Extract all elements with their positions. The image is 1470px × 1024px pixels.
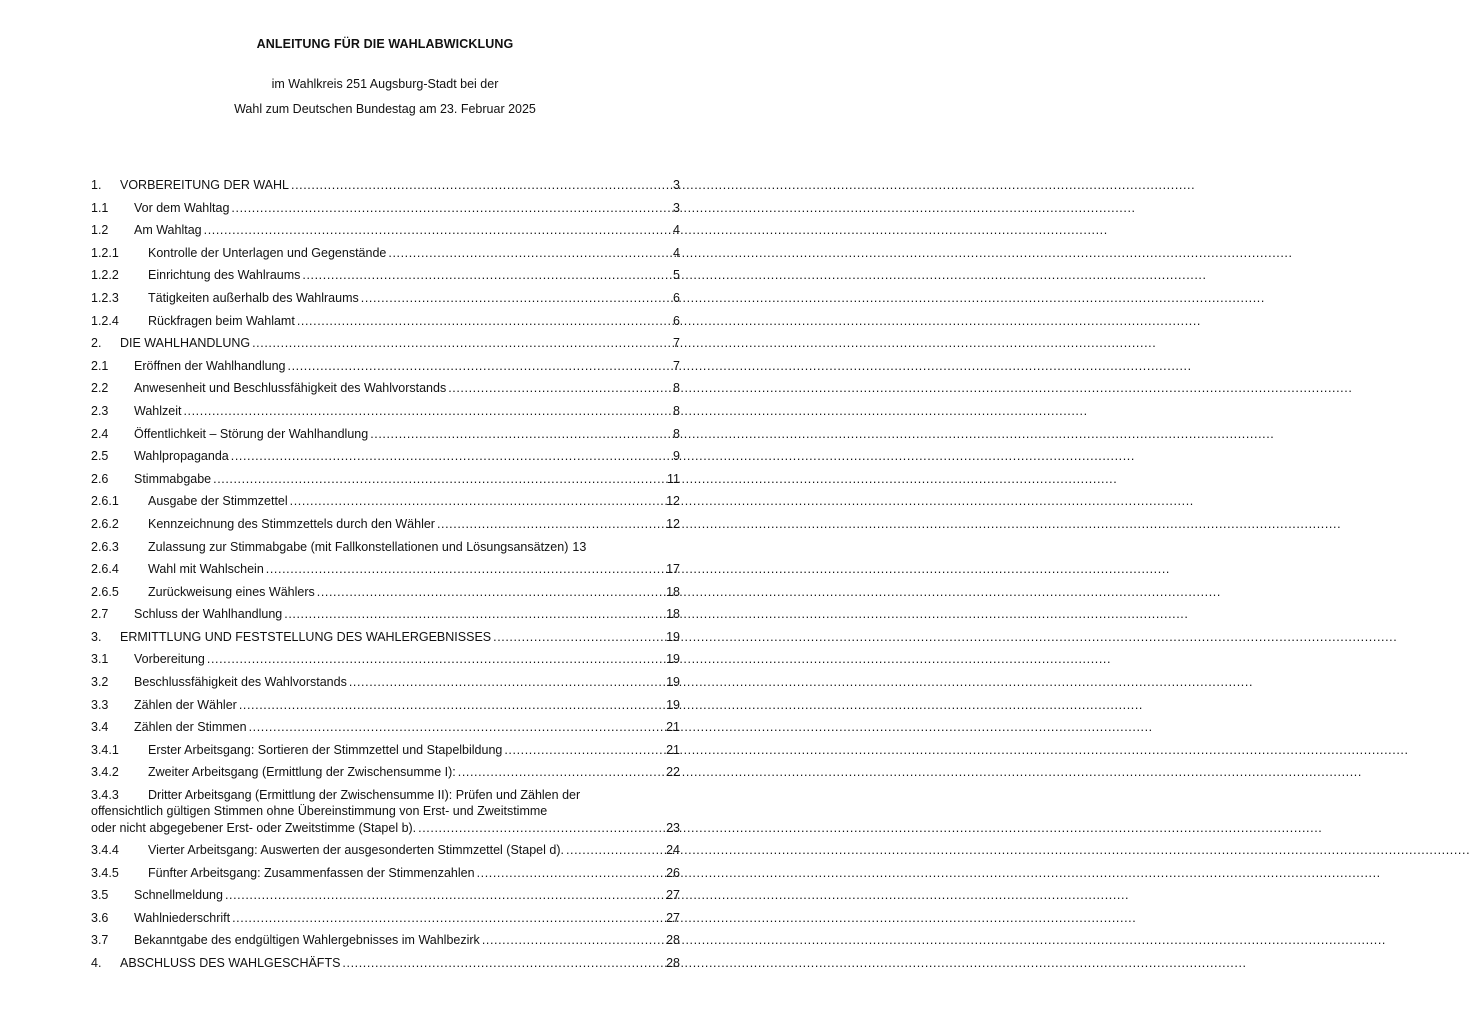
toc-entry-page: 18	[666, 607, 680, 622]
toc-entry-number: 2.6.4	[91, 562, 119, 577]
toc-entry-page: 28	[666, 933, 680, 948]
toc-entry-title: ERMITTLUNG UND FESTSTELLUNG DES WAHLERGEBNISSES	[120, 629, 492, 644]
toc-entry-title: ABSCHLUSS DES WAHLGESCHÄFTS	[120, 955, 341, 970]
toc-entry-number: 3.4.5	[91, 865, 119, 880]
toc-dot-leader	[493, 626, 664, 649]
toc-entry-page: 19	[666, 629, 680, 644]
toc-entry-page: 12	[666, 516, 680, 531]
toc-entry[interactable]	[91, 310, 680, 333]
toc-entry-number: 1.2.1	[91, 245, 119, 260]
toc-dot-leader	[183, 400, 671, 423]
toc-entry-page: 6	[673, 313, 680, 328]
toc-entry-number: 2.6.2	[91, 516, 119, 531]
toc-entry-number: 3.	[91, 629, 102, 644]
toc-entry-number: 3.7	[91, 933, 109, 948]
toc-entry-number: 1.2	[91, 223, 109, 238]
toc-entry-page: 22	[666, 765, 680, 780]
toc-entry-title: Kennzeichnung des Stimmzettels durch den Wähler	[148, 516, 435, 531]
toc-dot-leader	[504, 739, 664, 762]
toc-entry[interactable]	[91, 287, 680, 310]
toc-entry-title: Rückfragen beim Wahlamt	[148, 313, 295, 328]
toc-entry-page: 4	[673, 245, 680, 260]
toc-entry-number: 3.4.2	[91, 765, 119, 780]
toc-entry-page: 26	[666, 865, 680, 880]
toc-entry-page: 8	[673, 426, 680, 441]
toc-dot-leader	[213, 468, 665, 491]
toc-entry[interactable]	[91, 219, 680, 242]
toc-entry-title: Ausgabe der Stimmzettel	[148, 494, 288, 509]
toc-entry-title-line3: oder nicht abgegebener Erst- oder Zweitstimme (Stapel b).	[91, 820, 417, 835]
toc-entry[interactable]	[91, 332, 680, 355]
toc-entry[interactable]	[91, 490, 680, 513]
toc-entry-number: 2.2	[91, 381, 109, 396]
toc-entry-title: Schluss der Wahlhandlung	[134, 607, 283, 622]
toc-entry-number: 2.4	[91, 426, 109, 441]
toc-entry[interactable]	[91, 648, 680, 671]
toc-dot-leader	[361, 287, 671, 310]
toc-entry-title: Kontrolle der Unterlagen und Gegenstände	[148, 245, 387, 260]
toc-entry-title: Öffentlichkeit – Störung der Wahlhandlung	[134, 426, 369, 441]
toc-entry-page: 4	[673, 223, 680, 238]
toc-entry-title: Zurückweisung eines Wählers	[148, 584, 315, 599]
toc-dot-leader	[290, 490, 664, 513]
toc-entry-number: 3.1	[91, 652, 109, 667]
toc-entry-title-line1: Dritter Arbeitsgang (Ermittlung der Zwischensumme II): Prüfen und Zählen der	[148, 788, 581, 803]
document-subtitle-line1: im Wahlkreis 251 Augsburg-Stadt bei der	[271, 77, 499, 91]
toc-dot-leader	[418, 820, 664, 836]
toc-entry-title: Vor dem Wahltag	[134, 200, 230, 215]
toc-dot-leader	[477, 862, 665, 885]
toc-dot-leader	[482, 929, 664, 952]
toc-entry-number: 1.2.2	[91, 268, 119, 283]
toc-dot-leader	[284, 603, 664, 626]
toc-entry-title: Stimmabgabe	[134, 471, 212, 486]
toc-entry-title: Schnellmeldung	[134, 888, 223, 903]
toc-entry-title: Eröffnen der Wahlhandlung	[134, 358, 286, 373]
toc-entry-page: 8	[673, 403, 680, 418]
toc-dot-leader	[370, 423, 671, 446]
toc-entry-number: 2.3	[91, 403, 109, 418]
toc-entry[interactable]	[91, 761, 680, 784]
toc-entry-page: 7	[673, 358, 680, 373]
toc-dot-leader	[342, 952, 664, 975]
toc-dot-leader	[266, 558, 664, 581]
toc-entry-number: 2.6.1	[91, 494, 119, 509]
toc-entry-number: 3.2	[91, 675, 109, 690]
toc-entry-page: 28	[666, 955, 680, 970]
toc-entry-number: 3.4.3	[91, 788, 119, 803]
toc-entry-number: 3.6	[91, 910, 109, 925]
toc-entry[interactable]	[91, 784, 680, 839]
toc-entry-page: 9	[673, 449, 680, 464]
toc-entry-title: Zweiter Arbeitsgang (Ermittlung der Zwischensumme I):	[148, 765, 456, 780]
toc-entry[interactable]	[91, 929, 680, 952]
toc-entry-title: Zählen der Wähler	[134, 697, 237, 712]
toc-entry[interactable]	[91, 445, 680, 468]
toc-entry[interactable]	[91, 671, 680, 694]
toc-entry-number: 1.2.3	[91, 290, 119, 305]
toc-entry-title: Zählen der Stimmen	[134, 720, 247, 735]
toc-dot-leader	[239, 694, 664, 717]
toc-entry-title: VORBEREITUNG DER WAHL	[120, 178, 290, 192]
toc-dot-leader	[207, 648, 664, 671]
toc-entry-title: Einrichtung des Wahlraums	[148, 268, 301, 283]
toc-entry-page: 11	[667, 471, 680, 486]
toc-dot-leader	[252, 332, 671, 355]
toc-entry[interactable]	[91, 558, 680, 581]
toc-dot-leader	[225, 884, 664, 907]
toc-entry[interactable]	[91, 423, 680, 446]
toc-entry-page: 3	[673, 178, 680, 192]
toc-entry-page: 23	[666, 820, 680, 835]
toc-entry-page: 12	[666, 494, 680, 509]
toc-entry-page: 21	[666, 742, 680, 757]
toc-entry-number: 2.6.3	[91, 539, 119, 554]
toc-entry-number: 3.4.1	[91, 742, 119, 757]
toc-dot-leader	[566, 839, 664, 862]
toc-entry-title: Zulassung zur Stimmabgabe (mit Fallkonstellationen und Lösungsansätzen)	[148, 539, 569, 554]
toc-entry-page: 24	[666, 842, 680, 857]
toc-entry-number: 2.6.5	[91, 584, 119, 599]
toc-dot-leader	[388, 242, 671, 265]
toc-entry-number: 4.	[91, 955, 102, 970]
toc-entry-title: DIE WAHLHANDLUNG	[120, 336, 251, 351]
toc-dot-leader	[349, 671, 664, 694]
toc-entry-number: 3.4.4	[91, 842, 119, 857]
toc-entry[interactable]	[91, 581, 680, 604]
toc-entry-page: 18	[666, 584, 680, 599]
toc-dot-leader	[249, 716, 665, 739]
toc-entry[interactable]	[91, 603, 680, 626]
toc-entry[interactable]	[91, 377, 680, 400]
toc-entry-page: 6	[673, 290, 680, 305]
toc-dot-leader	[297, 310, 671, 333]
toc-entry-page: 17	[666, 562, 680, 577]
toc-entry-number: 2.1	[91, 358, 109, 373]
toc-entry-title: Wahl mit Wahlschein	[148, 562, 264, 577]
toc-entry-number: 2.7	[91, 607, 109, 622]
toc-entry-page: 8	[673, 381, 680, 396]
toc-entry-title: Erster Arbeitsgang: Sortieren der Stimmzettel und Stapelbildung	[148, 742, 503, 757]
toc-entry-number: 2.	[91, 336, 102, 351]
toc-entry-title: Wahlpropaganda	[134, 449, 229, 464]
document-subtitle-line2: Wahl zum Deutschen Bundestag am 23. Februar 2025	[234, 102, 536, 116]
toc-entry-title: Anwesenheit und Beschlussfähigkeit des Wahlvorstands	[134, 381, 447, 396]
toc-dot-leader	[317, 581, 664, 604]
toc-entry-page: 5	[673, 268, 680, 283]
toc-entry-number: 2.6	[91, 471, 109, 486]
toc-entry-title: Beschlussfähigkeit des Wahlvorstands	[134, 675, 347, 690]
toc-entry[interactable]	[91, 468, 680, 491]
toc-entry-number: 1.1	[91, 200, 109, 215]
document-title: ANLEITUNG FÜR DIE WAHLABWICKLUNG	[256, 37, 514, 51]
toc-entry-page: 3	[673, 200, 680, 215]
toc-entry-number: 3.5	[91, 888, 109, 903]
toc-entry-number: 3.4	[91, 720, 109, 735]
toc-entry-number: 1.2.4	[91, 313, 119, 328]
toc-dot-leader	[291, 174, 671, 197]
toc-entry-page: 27	[666, 888, 680, 903]
toc-entry[interactable]	[91, 264, 680, 287]
toc-dot-leader	[302, 264, 671, 287]
toc-entry-title: Vierter Arbeitsgang: Auswerten der ausgesonderten Stimmzettel (Stapel d).	[148, 842, 564, 857]
toc-entry[interactable]	[91, 174, 680, 197]
toc-entry[interactable]	[91, 739, 680, 762]
toc-entry[interactable]	[91, 355, 680, 378]
toc-entry-page: 19	[666, 675, 680, 690]
toc-entry[interactable]	[91, 513, 680, 536]
toc-entry-page: 21	[666, 720, 680, 735]
toc-entry-title: Bekanntgabe des endgültigen Wahlergebnisses im Wahlbezirk	[134, 933, 480, 948]
toc-entry-page: 13	[572, 539, 587, 554]
toc-entry[interactable]	[91, 884, 680, 907]
toc-entry-title: Am Wahltag	[134, 223, 202, 238]
toc-entry-page: 27	[666, 910, 680, 925]
toc-entry-number: 1.	[91, 178, 102, 192]
toc-entry[interactable]	[91, 197, 680, 220]
toc-entry[interactable]	[91, 952, 680, 975]
toc-entry-page: 19	[666, 697, 680, 712]
toc-entry-title: Tätigkeiten außerhalb des Wahlraums	[148, 290, 359, 305]
toc-entry[interactable]	[91, 839, 680, 862]
toc-dot-leader	[458, 761, 664, 784]
toc-dot-leader	[288, 355, 672, 378]
toc-entry-title-line2: offensichtlich gültigen Stimmen ohne Übereinstimmung von Erst- und Zweitstimme	[91, 804, 548, 819]
toc-entry-number: 3.3	[91, 697, 109, 712]
toc-entry[interactable]	[91, 626, 680, 649]
toc-entry-title: Fünfter Arbeitsgang: Zusammenfassen der Stimmenzahlen	[148, 865, 475, 880]
toc-dot-leader	[231, 197, 671, 220]
toc-entry[interactable]	[91, 862, 680, 885]
toc-entry[interactable]	[91, 694, 680, 717]
toc-dot-leader	[231, 445, 671, 468]
toc-dot-leader	[448, 377, 671, 400]
toc-entry[interactable]	[91, 242, 680, 265]
toc-entry-title: Wahlzeit	[134, 403, 182, 418]
toc-entry[interactable]	[91, 716, 680, 739]
toc-entry-title: Vorbereitung	[134, 652, 205, 667]
toc-entry-number: 2.5	[91, 449, 109, 464]
table-of-contents	[91, 174, 680, 974]
toc-entry[interactable]	[91, 400, 680, 423]
toc-entry-page: 19	[666, 652, 680, 667]
toc-dot-leader	[437, 513, 664, 536]
toc-dot-leader	[232, 907, 664, 930]
toc-entry-title: Wahlniederschrift	[134, 910, 231, 925]
toc-entry[interactable]	[91, 536, 680, 559]
toc-entry-page: 7	[673, 336, 680, 351]
toc-entry[interactable]	[91, 907, 680, 930]
toc-dot-leader	[204, 219, 671, 242]
